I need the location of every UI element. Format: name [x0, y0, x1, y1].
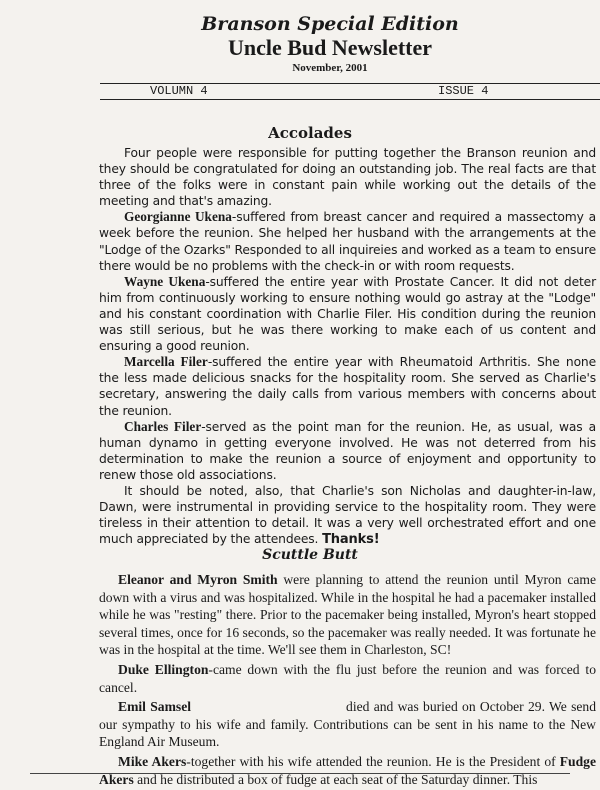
thanks-text: Thanks! — [322, 532, 380, 548]
news-text: died and was buried on October 29. We send our sympathy to his wife and family. Contributions can be sent in his name to the New England Air Museum. — [99, 699, 597, 750]
scuttle-butt-section — [99, 571, 596, 790]
scuttle-butt-heading: Scuttle Butt — [262, 547, 358, 563]
issue-date: November, 2001 — [292, 62, 368, 74]
person-name: Emil Samsel — [118, 699, 192, 715]
masthead — [180, 14, 480, 75]
person-name: Duke Ellington — [118, 661, 209, 677]
person-name: Georgianne Ukena — [124, 209, 232, 225]
accolade-text: -suffered the entire year with Rheumatoid Arthritis. She none the less made delicious snacks for the hospitality room. She served as Charlie's secretary, answering the daily calls from various members with concerns about the reunion. — [99, 355, 596, 418]
page-bottom-rule — [30, 773, 570, 774]
newsletter-title: Uncle Bud Newsletter — [227, 35, 433, 60]
accolade-text: -suffered the entire year with Prostate Cancer. It did not deter him from continuously working to ensure nothing would go astray at the "Lodge" and his constant coordination with Charlie Filer. His condition during the reunion was still serious, but he was there working to make each of us content and ensuring a good reunion. — [99, 274, 596, 354]
accolades-intro: Four people were responsible for putting together the Branson reunion and they should be congratulated for doing an outstanding job. The real facts are that three of the folks were in constant pain while working out the details of the meeting and that's amazing. — [99, 146, 596, 209]
news-item — [99, 571, 596, 659]
accolade-paragraph — [99, 483, 596, 548]
edition-title: Branson Special Edition — [201, 13, 459, 35]
news-text: -together with his wife attended the reunion. He is the President of — [186, 753, 560, 769]
accolades-section — [99, 145, 596, 548]
issue-label: ISSUE 4 — [438, 84, 489, 98]
accolade-text: -suffered from breast cancer and required a massectomy a week before the reunion. She helped her husband with the arrangements at the "Lodge of the Ozarks" Responded to all inquireies and worked as a team to ensure there would be no problems with the check-in or with room requests. — [99, 210, 596, 273]
news-text: were planning to attend the reunion until Myron came down with a virus and was hospitalized. While in the hospital he had a pacemaker installed while he was "resting" there. Prior to the pacemaker being installed, Myron's heart stopped several times, once for 16 seconds, so the pacemaker was really needed. It was fortunate he was in the hospital at the time. We'll see them in Charleston, SC! — [99, 572, 597, 658]
person-name: Eleanor and Myron Smith — [118, 572, 278, 587]
accolade-paragraph — [99, 419, 596, 483]
person-name: Charles Filer — [124, 418, 202, 434]
accolade-paragraph — [99, 274, 596, 354]
news-item — [99, 753, 596, 788]
accolades-heading: Accolades — [268, 124, 352, 142]
news-item — [99, 661, 596, 696]
news-text: and he distributed a box of fudge at each seat of the Saturday dinner. This — [133, 771, 538, 787]
news-item — [99, 698, 596, 751]
volume-label: VOLUMN 4 — [150, 84, 208, 98]
masthead-rule-bottom — [100, 99, 600, 100]
news-text: -came down with the flu just before the reunion and was forced to cancel. — [99, 661, 596, 695]
person-name: Mike Akers — [118, 753, 187, 769]
accolade-paragraph — [99, 209, 596, 273]
accolade-text: It should be noted, also, that Charlie's son Nicholas and daughter-in-law, Dawn, were instrumental in providing service to the hospitality room. They were tireless in their attention to detail. It was a very well orchestrated effort and one much appreciated by the attendees. — [99, 483, 596, 547]
accolade-paragraph — [99, 354, 596, 418]
person-name: Wayne Ukena — [124, 273, 206, 289]
business-name: Fudge Akers — [99, 753, 597, 787]
person-name: Marcella Filer — [124, 354, 208, 370]
accolade-text: -served as the point man for the reunion. He, as usual, was a human dynamo in getting everyone involved. He was not deterred from his determination to make the reunion a source of enjoyment and opportunity to renew those old associations. — [99, 419, 596, 482]
